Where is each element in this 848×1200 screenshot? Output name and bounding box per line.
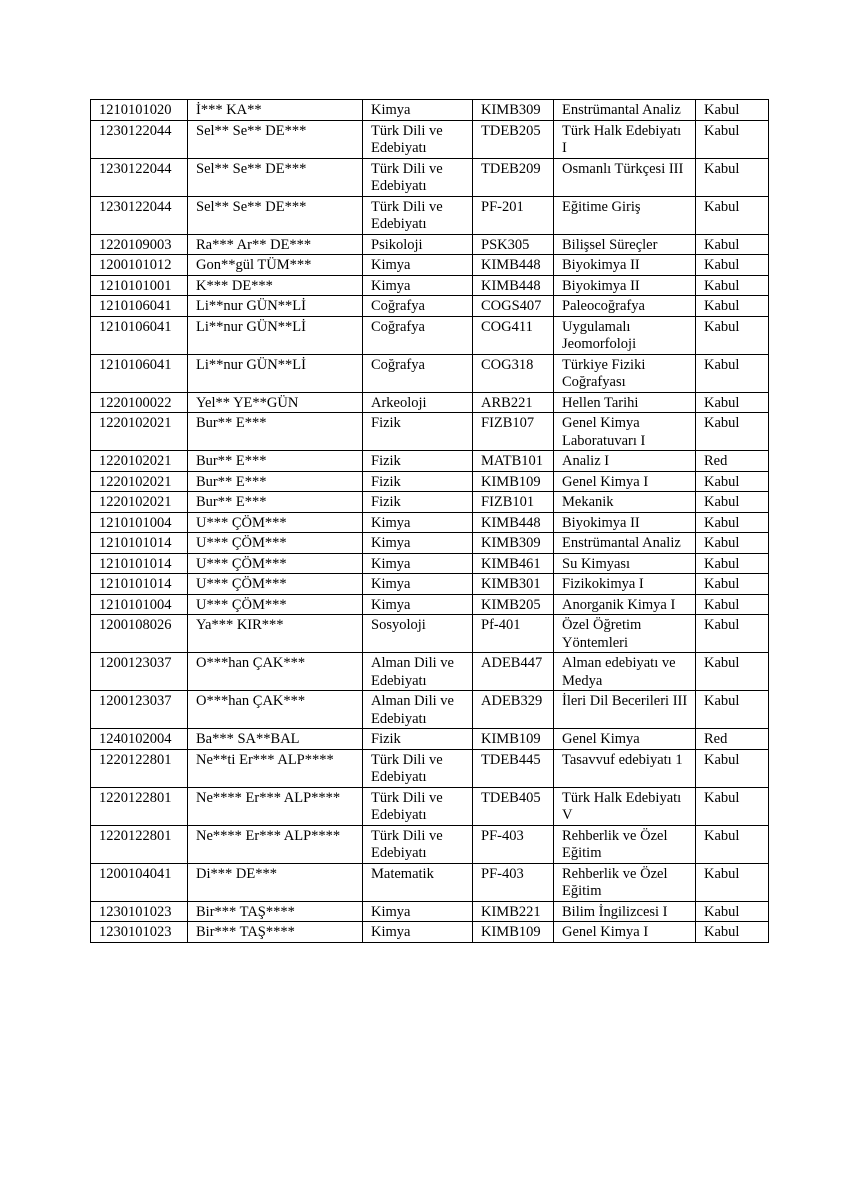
course-name-cell: Tasavvuf edebiyatı 1 [554, 749, 696, 787]
student-number-cell: 1220102021 [91, 413, 188, 451]
table-row [91, 196, 769, 234]
department-cell: Türk Dili ve Edebiyatı [363, 787, 473, 825]
result-cell: Kabul [696, 392, 769, 413]
table-row [91, 492, 769, 513]
table-row [91, 158, 769, 196]
student-number-cell: 1220122801 [91, 787, 188, 825]
table-row [91, 594, 769, 615]
student-number-cell: 1210101014 [91, 533, 188, 554]
department-cell: Kimya [363, 100, 473, 121]
course-code-cell: KIMB448 [473, 255, 554, 276]
course-name-cell: Analiz I [554, 451, 696, 472]
department-cell: Fizik [363, 413, 473, 451]
result-cell: Kabul [696, 653, 769, 691]
table-row [91, 451, 769, 472]
table-row [91, 574, 769, 595]
student-name-cell: U*** ÇÖM*** [188, 533, 363, 554]
student-number-cell: 1200108026 [91, 615, 188, 653]
result-cell: Kabul [696, 196, 769, 234]
table-row [91, 316, 769, 354]
table-row [91, 653, 769, 691]
department-cell: Coğrafya [363, 296, 473, 317]
course-name-cell: Genel Kimya Laboratuvarı I [554, 413, 696, 451]
course-code-cell: PF-201 [473, 196, 554, 234]
student-name-cell: Li**nur GÜN**Lİ [188, 296, 363, 317]
result-cell: Kabul [696, 574, 769, 595]
department-cell: Kimya [363, 512, 473, 533]
student-number-cell: 1200101012 [91, 255, 188, 276]
student-name-cell: O***han ÇAK*** [188, 653, 363, 691]
table-row [91, 922, 769, 943]
course-code-cell: TDEB209 [473, 158, 554, 196]
department-cell: Türk Dili ve Edebiyatı [363, 120, 473, 158]
student-number-cell: 1220122801 [91, 749, 188, 787]
course-name-cell: Bilim İngilizcesi I [554, 901, 696, 922]
student-name-cell: İ*** KA** [188, 100, 363, 121]
course-name-cell: Hellen Tarihi [554, 392, 696, 413]
table-row [91, 255, 769, 276]
student-name-cell: Bir*** TAŞ**** [188, 922, 363, 943]
department-cell: Fizik [363, 471, 473, 492]
table-row [91, 120, 769, 158]
course-code-cell: ARB221 [473, 392, 554, 413]
department-cell: Coğrafya [363, 316, 473, 354]
department-cell: Arkeoloji [363, 392, 473, 413]
course-code-cell: FIZB107 [473, 413, 554, 451]
course-code-cell: MATB101 [473, 451, 554, 472]
student-number-cell: 1230101023 [91, 922, 188, 943]
student-number-cell: 1210106041 [91, 316, 188, 354]
department-cell: Fizik [363, 729, 473, 750]
results-table [90, 99, 769, 943]
table-row [91, 553, 769, 574]
student-number-cell: 1210101014 [91, 553, 188, 574]
course-name-cell: İleri Dil Becerileri III [554, 691, 696, 729]
course-code-cell: PF-403 [473, 825, 554, 863]
student-number-cell: 1210101001 [91, 275, 188, 296]
table-row [91, 275, 769, 296]
student-number-cell: 1220109003 [91, 234, 188, 255]
course-name-cell: Anorganik Kimya I [554, 594, 696, 615]
table-row [91, 729, 769, 750]
department-cell: Alman Dili ve Edebiyatı [363, 653, 473, 691]
student-number-cell: 1220100022 [91, 392, 188, 413]
department-cell: Kimya [363, 594, 473, 615]
student-name-cell: Li**nur GÜN**Lİ [188, 354, 363, 392]
course-name-cell: Rehberlik ve Özel Eğitim [554, 825, 696, 863]
student-number-cell: 1230122044 [91, 120, 188, 158]
student-number-cell: 1220102021 [91, 451, 188, 472]
department-cell: Türk Dili ve Edebiyatı [363, 749, 473, 787]
course-name-cell: Mekanik [554, 492, 696, 513]
result-cell: Kabul [696, 615, 769, 653]
course-name-cell: Türk Halk Edebiyatı I [554, 120, 696, 158]
department-cell: Kimya [363, 922, 473, 943]
table-row [91, 512, 769, 533]
table-row [91, 392, 769, 413]
student-number-cell: 1220122801 [91, 825, 188, 863]
course-code-cell: KIMB309 [473, 533, 554, 554]
student-name-cell: Sel** Se** DE*** [188, 158, 363, 196]
course-code-cell: TDEB205 [473, 120, 554, 158]
course-code-cell: Pf-401 [473, 615, 554, 653]
department-cell: Türk Dili ve Edebiyatı [363, 158, 473, 196]
course-name-cell: Türkiye Fiziki Coğrafyası [554, 354, 696, 392]
table-row [91, 749, 769, 787]
student-name-cell: U*** ÇÖM*** [188, 512, 363, 533]
course-name-cell: Biyokimya II [554, 512, 696, 533]
result-cell: Kabul [696, 533, 769, 554]
table-row [91, 863, 769, 901]
result-cell: Kabul [696, 354, 769, 392]
course-name-cell: Genel Kimya I [554, 922, 696, 943]
department-cell: Kimya [363, 553, 473, 574]
course-name-cell: Genel Kimya [554, 729, 696, 750]
course-code-cell: KIMB109 [473, 471, 554, 492]
course-code-cell: KIMB448 [473, 512, 554, 533]
course-name-cell: Uygulamalı Jeomorfoloji [554, 316, 696, 354]
student-name-cell: U*** ÇÖM*** [188, 594, 363, 615]
department-cell: Kimya [363, 901, 473, 922]
table-row [91, 413, 769, 451]
department-cell: Alman Dili ve Edebiyatı [363, 691, 473, 729]
student-name-cell: Sel** Se** DE*** [188, 120, 363, 158]
student-number-cell: 1240102004 [91, 729, 188, 750]
student-number-cell: 1200104041 [91, 863, 188, 901]
student-name-cell: U*** ÇÖM*** [188, 553, 363, 574]
course-name-cell: Fizikokimya I [554, 574, 696, 595]
course-code-cell: ADEB447 [473, 653, 554, 691]
result-cell: Kabul [696, 922, 769, 943]
department-cell: Sosyoloji [363, 615, 473, 653]
student-name-cell: Li**nur GÜN**Lİ [188, 316, 363, 354]
student-name-cell: O***han ÇAK*** [188, 691, 363, 729]
student-number-cell: 1210101004 [91, 594, 188, 615]
result-cell: Kabul [696, 158, 769, 196]
course-code-cell: KIMB448 [473, 275, 554, 296]
result-cell: Kabul [696, 863, 769, 901]
result-cell: Kabul [696, 553, 769, 574]
table-row [91, 234, 769, 255]
student-number-cell: 1210101020 [91, 100, 188, 121]
result-cell: Kabul [696, 787, 769, 825]
table-row [91, 825, 769, 863]
course-code-cell: KIMB461 [473, 553, 554, 574]
course-name-cell: Türk Halk Edebiyatı V [554, 787, 696, 825]
result-cell: Kabul [696, 100, 769, 121]
student-name-cell: Ne**ti Er*** ALP**** [188, 749, 363, 787]
result-cell: Kabul [696, 901, 769, 922]
result-cell: Kabul [696, 749, 769, 787]
department-cell: Türk Dili ve Edebiyatı [363, 196, 473, 234]
result-cell: Kabul [696, 512, 769, 533]
student-number-cell: 1210101014 [91, 574, 188, 595]
student-number-cell: 1230122044 [91, 158, 188, 196]
course-code-cell: COG411 [473, 316, 554, 354]
course-name-cell: Osmanlı Türkçesi III [554, 158, 696, 196]
student-number-cell: 1230122044 [91, 196, 188, 234]
student-number-cell: 1220102021 [91, 471, 188, 492]
course-code-cell: COG318 [473, 354, 554, 392]
department-cell: Kimya [363, 275, 473, 296]
result-cell: Kabul [696, 471, 769, 492]
result-cell: Kabul [696, 296, 769, 317]
result-cell: Kabul [696, 691, 769, 729]
table-row [91, 296, 769, 317]
results-table-body [91, 100, 769, 943]
department-cell: Kimya [363, 574, 473, 595]
course-code-cell: KIMB109 [473, 729, 554, 750]
result-cell: Kabul [696, 492, 769, 513]
table-row [91, 471, 769, 492]
result-cell: Kabul [696, 316, 769, 354]
course-code-cell: FIZB101 [473, 492, 554, 513]
course-name-cell: Eğitime Giriş [554, 196, 696, 234]
student-name-cell: Ra*** Ar** DE*** [188, 234, 363, 255]
course-name-cell: Biyokimya II [554, 275, 696, 296]
student-name-cell: Yel** YE**GÜN [188, 392, 363, 413]
course-code-cell: TDEB405 [473, 787, 554, 825]
table-row [91, 100, 769, 121]
course-code-cell: KIMB205 [473, 594, 554, 615]
department-cell: Matematik [363, 863, 473, 901]
course-code-cell: KIMB309 [473, 100, 554, 121]
student-name-cell: Di*** DE*** [188, 863, 363, 901]
student-name-cell: Ya*** KIR*** [188, 615, 363, 653]
course-code-cell: PF-403 [473, 863, 554, 901]
table-row [91, 787, 769, 825]
course-code-cell: COGS407 [473, 296, 554, 317]
course-name-cell: Bilişsel Süreçler [554, 234, 696, 255]
student-name-cell: Sel** Se** DE*** [188, 196, 363, 234]
student-number-cell: 1200123037 [91, 653, 188, 691]
student-number-cell: 1230101023 [91, 901, 188, 922]
student-number-cell: 1200123037 [91, 691, 188, 729]
student-name-cell: U*** ÇÖM*** [188, 574, 363, 595]
student-number-cell: 1220102021 [91, 492, 188, 513]
student-name-cell: Ba*** SA**BAL [188, 729, 363, 750]
student-name-cell: Bur** E*** [188, 471, 363, 492]
result-cell: Kabul [696, 234, 769, 255]
student-name-cell: Gon**gül TÜM*** [188, 255, 363, 276]
course-name-cell: Enstrümantal Analiz [554, 533, 696, 554]
course-name-cell: Su Kimyası [554, 553, 696, 574]
course-name-cell: Alman edebiyatı ve Medya [554, 653, 696, 691]
course-code-cell: KIMB109 [473, 922, 554, 943]
result-cell: Kabul [696, 275, 769, 296]
department-cell: Kimya [363, 533, 473, 554]
course-name-cell: Rehberlik ve Özel Eğitim [554, 863, 696, 901]
student-name-cell: Bur** E*** [188, 451, 363, 472]
result-cell: Kabul [696, 825, 769, 863]
result-cell: Kabul [696, 413, 769, 451]
department-cell: Fizik [363, 451, 473, 472]
student-number-cell: 1210101004 [91, 512, 188, 533]
result-cell: Kabul [696, 120, 769, 158]
course-code-cell: TDEB445 [473, 749, 554, 787]
course-code-cell: KIMB221 [473, 901, 554, 922]
department-cell: Psikoloji [363, 234, 473, 255]
department-cell: Kimya [363, 255, 473, 276]
course-name-cell: Enstrümantal Analiz [554, 100, 696, 121]
student-number-cell: 1210106041 [91, 354, 188, 392]
course-code-cell: KIMB301 [473, 574, 554, 595]
course-code-cell: ADEB329 [473, 691, 554, 729]
department-cell: Coğrafya [363, 354, 473, 392]
table-row [91, 533, 769, 554]
department-cell: Türk Dili ve Edebiyatı [363, 825, 473, 863]
student-name-cell: Ne**** Er*** ALP**** [188, 787, 363, 825]
course-name-cell: Paleocoğrafya [554, 296, 696, 317]
course-name-cell: Özel Öğretim Yöntemleri [554, 615, 696, 653]
department-cell: Fizik [363, 492, 473, 513]
course-name-cell: Biyokimya II [554, 255, 696, 276]
course-name-cell: Genel Kimya I [554, 471, 696, 492]
table-row [91, 354, 769, 392]
student-name-cell: Ne**** Er*** ALP**** [188, 825, 363, 863]
student-name-cell: Bir*** TAŞ**** [188, 901, 363, 922]
student-name-cell: Bur** E*** [188, 413, 363, 451]
table-row [91, 615, 769, 653]
result-cell: Red [696, 451, 769, 472]
student-name-cell: Bur** E*** [188, 492, 363, 513]
course-code-cell: PSK305 [473, 234, 554, 255]
student-name-cell: K*** DE*** [188, 275, 363, 296]
result-cell: Kabul [696, 255, 769, 276]
result-cell: Kabul [696, 594, 769, 615]
table-row [91, 691, 769, 729]
result-cell: Red [696, 729, 769, 750]
table-row [91, 901, 769, 922]
student-number-cell: 1210106041 [91, 296, 188, 317]
